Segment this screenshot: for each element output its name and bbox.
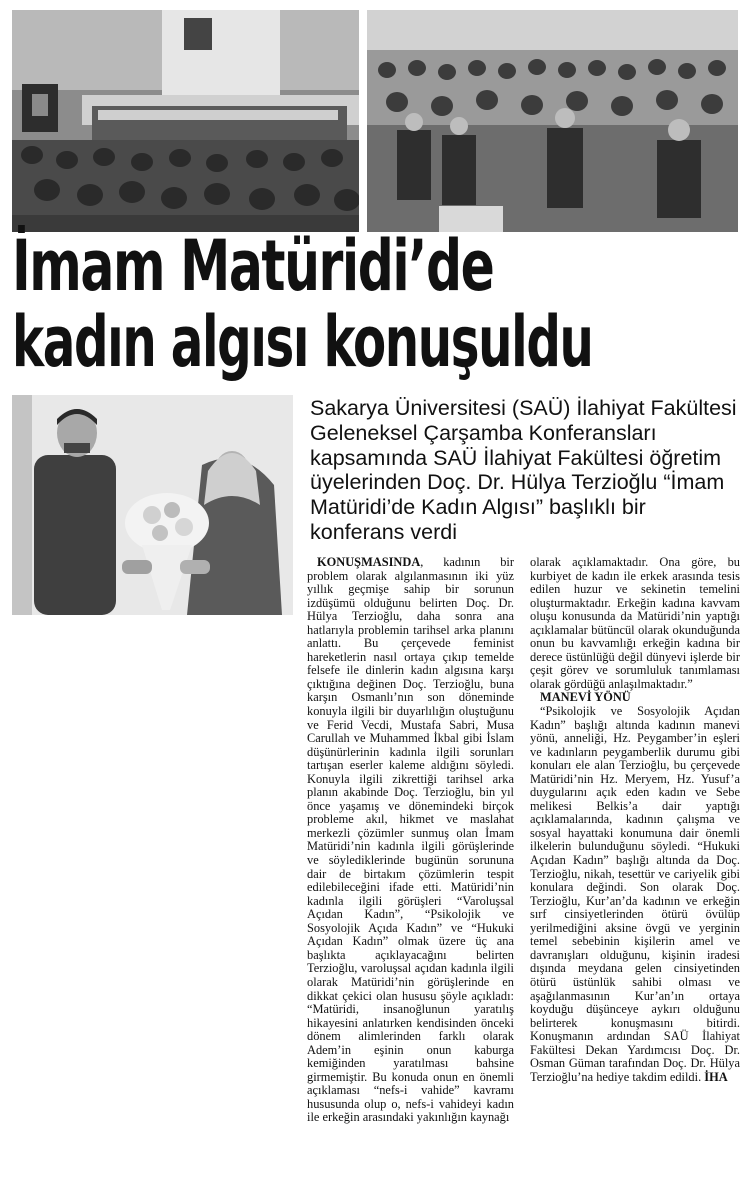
body-column-1 [307,556,514,1125]
photo-audience [367,10,738,232]
section-heading: MANEVİ YÖNÜ [540,690,631,705]
agency-credit: İHA [704,1069,728,1084]
body-text-col2-p2: “Psikolojik ve Sosyolojik Açıdan Kadın” başlığı altında kadının manevi yönü, anneliği, Hz. Peygamber’in eşleri ve kadınların peygamberlik durumu gibi konuları ele alan Terzioğlu, bu çerçevede Matüridi’nin Hz. Meryem, Hz. Yusuf’a duygularını açık eden kadın ve Sebe melikesi Belkis’a dair yaptığı açıklamalarında, kadının çalışma ve sosyal hayattaki konumuna dair önemli ilkelerin bulunduğunu söyledi. “Hukuki Açıdan Kadın” başlığı altında da Doç. Terzioğlu, nikah, tesettür ve cariyelik gibi konulara değindi. Son olarak Doç. Terzioğlu, Kur’an’da kadının ve erkeğin sırf cinsiyetlerinden ötürü övülüp yerilmediğini aksine övgü ve yerginin temel sebebinin kişilerin amel ve davranışları olduğunu, kişinin iradesi dışında meydana gelen cinsiyetinden ötürü üstünlük sahibi olması ve aşağılanmasının Kur’an’ın ortaya koyduğu düşünceye aykırı olduğunu belirterek konuşmasını bitirdi. Konuşmanın ardından SAÜ İlahiyat Fakültesi Dekan Yardımcısı Doç. Dr. Osman Güman tarafından Doç. Dr. Hülya Terzioğlu’na hediye takdim edildi. [530,704,740,1084]
headline-line-2: kadın algısı konuşuldu [12,301,593,383]
headline-line-1: İmam Matüridi’de [12,225,494,307]
body-paragraph-1 [307,556,514,1125]
body-paragraph-col2-p2 [530,705,740,1084]
lead-word: KONUŞMASINDA [317,555,421,569]
body-column-2 [530,556,740,1084]
subheadline: Sakarya Üniversitesi (SAÜ) İlahiyat Fakültesi Geleneksel Çarşamba Konferansları kapsamında SAÜ İlahiyat Fakültesi öğretim üyelerinden Doç. Dr. Hülya Terzioğlu “İmam Matüridi’de Kadın Algısı” başlıklı bir konferans verdi [310,396,737,544]
photo-conference-stage [12,10,359,232]
body-text-col2-p1: olarak açıklamaktadır. Ona göre, bu kurbiyet de kadın ile erkek arasında tesis edilen huzur ve sekinetin temelini oluşturmaktadır. Erkeğin kadına kavvam oluşu konusunda da Matüridi’nin yaptığı açıklamalar bütüncül olarak okunduğunda onun bu kavvamlığı erkeğin kadına bir derece üstünlüğü değil dünyevi işlerde bir çeşit görev ve sorumluluk tanımlaması olarak gördüğü anlaşılmaktadır.” [530,555,740,691]
photo-gift-presentation [12,395,293,615]
body-text-col1: , kadının bir problem olarak algılanmasının iki yüz yıllık geçmişe sahip bir sorunun izdüşümü olduğunu belirten Doç. Dr. Hülya Terzioğlu, daha sonra ana hatlarıyla problemin tarihsel arka planını anlattı. Bu çerçevede feminist hareketlerin nasıl ortaya çıkıp temelde felsefe ile dinlerin kadın algısına karşı çıktığına değinen Doç. Terzioğlu, buna karşın Osmanlı’nın son döneminde konuyla ilgili bir duyarlılığın oluştuğunu ve Ferid Vecdi, Mustafa Sabri, Musa Carullah ve Muhammed İkbal gibi İslam düşünürlerinin kadınla ilgili sorunları tartışan eserler kaleme aldığını söyledi. Konuyla ilgili zikrettiği tarihsel arka planın akabinde Doç. Terzioğlu, bin yıl önce yaşamış ve dönemindeki birçok probleme akıl, hikmet ve maslahat merkezli çözümler sunmuş olan İmam Matüridi’nin kadınla ilgili görüşlerinde ve söylediklerinde bugünün sorununa dair de birtakım çözümlerin tespit edilebileceğini ifade etti. Matüridi’nin kadınla ilgili görüşleri “Varoluşsal Açıdan Kadın”, “Psikolojik ve Sosyolojik Açıda Kadın” ve “Hukuki Açıdan Kadın” olmak üzere üç ana başlıkta açıklayacağını belirten Terzioğlu, varoluşsal açıdan kadınla ilgili olarak Matüridi’nin görüşlerinde en dikkat çekici olan hususu şöyle açıkladı: “Matüridi, insanoğlunun yaratılış hikayesini anlatırken kendisinden önceki dönem alimlerinden farklı olarak Adem’in eşinin onun kaburga kemiğinden yaratılması bahsine girmemiştir. Bu konuda onun en önemli açıklaması “nefs-i vahide” kavramı hususunda olup o, nefs-i vahideyi kadın ile erkeğin arasındaki yakınlığın kaynağı [307,555,514,1125]
